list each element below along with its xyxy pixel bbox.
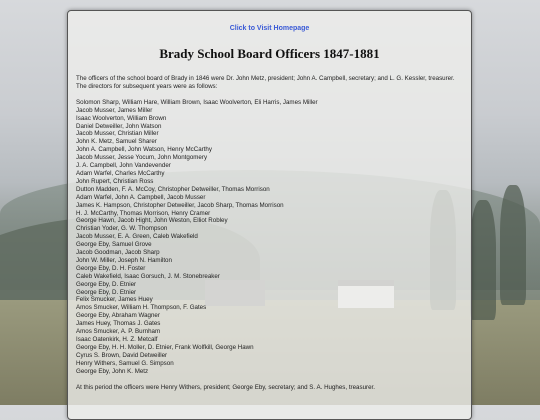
content-panel: [67, 10, 472, 420]
director-line: Adam Warfel, John A. Campbell, Jacob Musser: [76, 193, 206, 201]
director-line: George Eby, D. Etnier: [76, 288, 137, 296]
homepage-link[interactable]: Click to Visit Homepage: [229, 25, 310, 32]
intro-paragraph: The officers of the school board of Brady in 1846 were Dr. John Metz, president; John A. Campbell, secretary; and L. G. Kessler, treasurer. The directors for subsequent years were as follows:: [76, 75, 455, 90]
director-line: Isaac Oatenkirk, H. Z. Metcalf: [76, 336, 158, 343]
director-line: Amos Smucker, A. P. Burnham: [76, 328, 161, 336]
director-line: Cyrus S. Brown, David Detweiller: [76, 351, 168, 359]
director-line: J. A. Campbell, John Vandevender: [76, 162, 171, 170]
director-line: Henry Withers, Samuel G. Simpson: [76, 359, 174, 367]
director-line: Solomon Sharp, William Hare, William Brown, Isaac Woolverton, Eli Harris, James Miller: [76, 98, 318, 106]
director-line: John Rupert, Christian Ross: [76, 177, 154, 185]
director-line: James Huey, Thomas J. Gates: [76, 320, 161, 328]
director-line: Caleb Wakefield, Isaac Gorsuch, J. M. Stonebreaker: [76, 272, 220, 280]
director-line: George Eby, D. Etnier: [76, 280, 137, 288]
background-tree: [470, 200, 496, 320]
director-line: Daniel Detweiller, John Watson: [76, 122, 162, 130]
director-line: George Eby, D. H. Foster: [76, 264, 146, 272]
director-line: John W. Miller, Joseph N. Hamilton: [76, 256, 172, 264]
director-line: Jacob Musser, Jesse Yocum, John Montgomery: [76, 154, 208, 162]
director-line: Isaac Woolverton, William Brown: [76, 114, 167, 122]
closing-paragraph: At this period the officers were Henry Withers, president; George Eby, secretary; and S. A. Hughes, treasurer.: [76, 383, 375, 391]
director-line: George Eby, H. H. Moller, D. Etnier, Frank Wolfkill, George Hawn: [76, 343, 254, 351]
director-line: Christian Yoder, G. W. Thompson: [76, 225, 168, 233]
director-line: H. J. McCarthy, Thomas Morrison, Henry Cramer: [76, 209, 211, 217]
director-line: George Eby, Samuel Grove: [76, 241, 152, 249]
director-line: James K. Hampson, Christopher Detweiller, Jacob Sharp, Thomas Morrison: [76, 201, 284, 209]
page-title: Brady School Board Officers 1847-1881: [159, 46, 380, 61]
director-line: John K. Metz, Samuel Sharer: [76, 138, 157, 146]
directors-list: [76, 99, 463, 376]
director-line: Jacob Musser, James Miller: [76, 106, 153, 114]
director-line: Adam Warfel, Charles McCarthy: [76, 169, 165, 177]
director-line: Jacob Musser, E. A. Green, Caleb Wakefield: [76, 233, 198, 241]
director-line: John A. Campbell, John Watson, Henry McCarthy: [76, 146, 212, 154]
director-line: George Eby, Abraham Wagner: [76, 312, 160, 320]
director-line: George Eby, John K. Metz: [76, 367, 149, 375]
director-line: Jacob Goodman, Jacob Sharp: [76, 249, 160, 257]
director-line: Felix Smucker, James Huey: [76, 296, 153, 304]
background-tree: [500, 185, 526, 305]
director-line: George Hawn, Jacob Hight, John Weston, Elliot Robley: [76, 217, 228, 225]
director-line: Dutton Madden, F. A. McCoy, Christopher Detweiller, Thomas Morrison: [76, 185, 270, 193]
director-line: Amos Smucker, William H. Thompson, F. Gates: [76, 304, 207, 312]
director-line: Jacob Musser, Christian Miller: [76, 130, 159, 138]
